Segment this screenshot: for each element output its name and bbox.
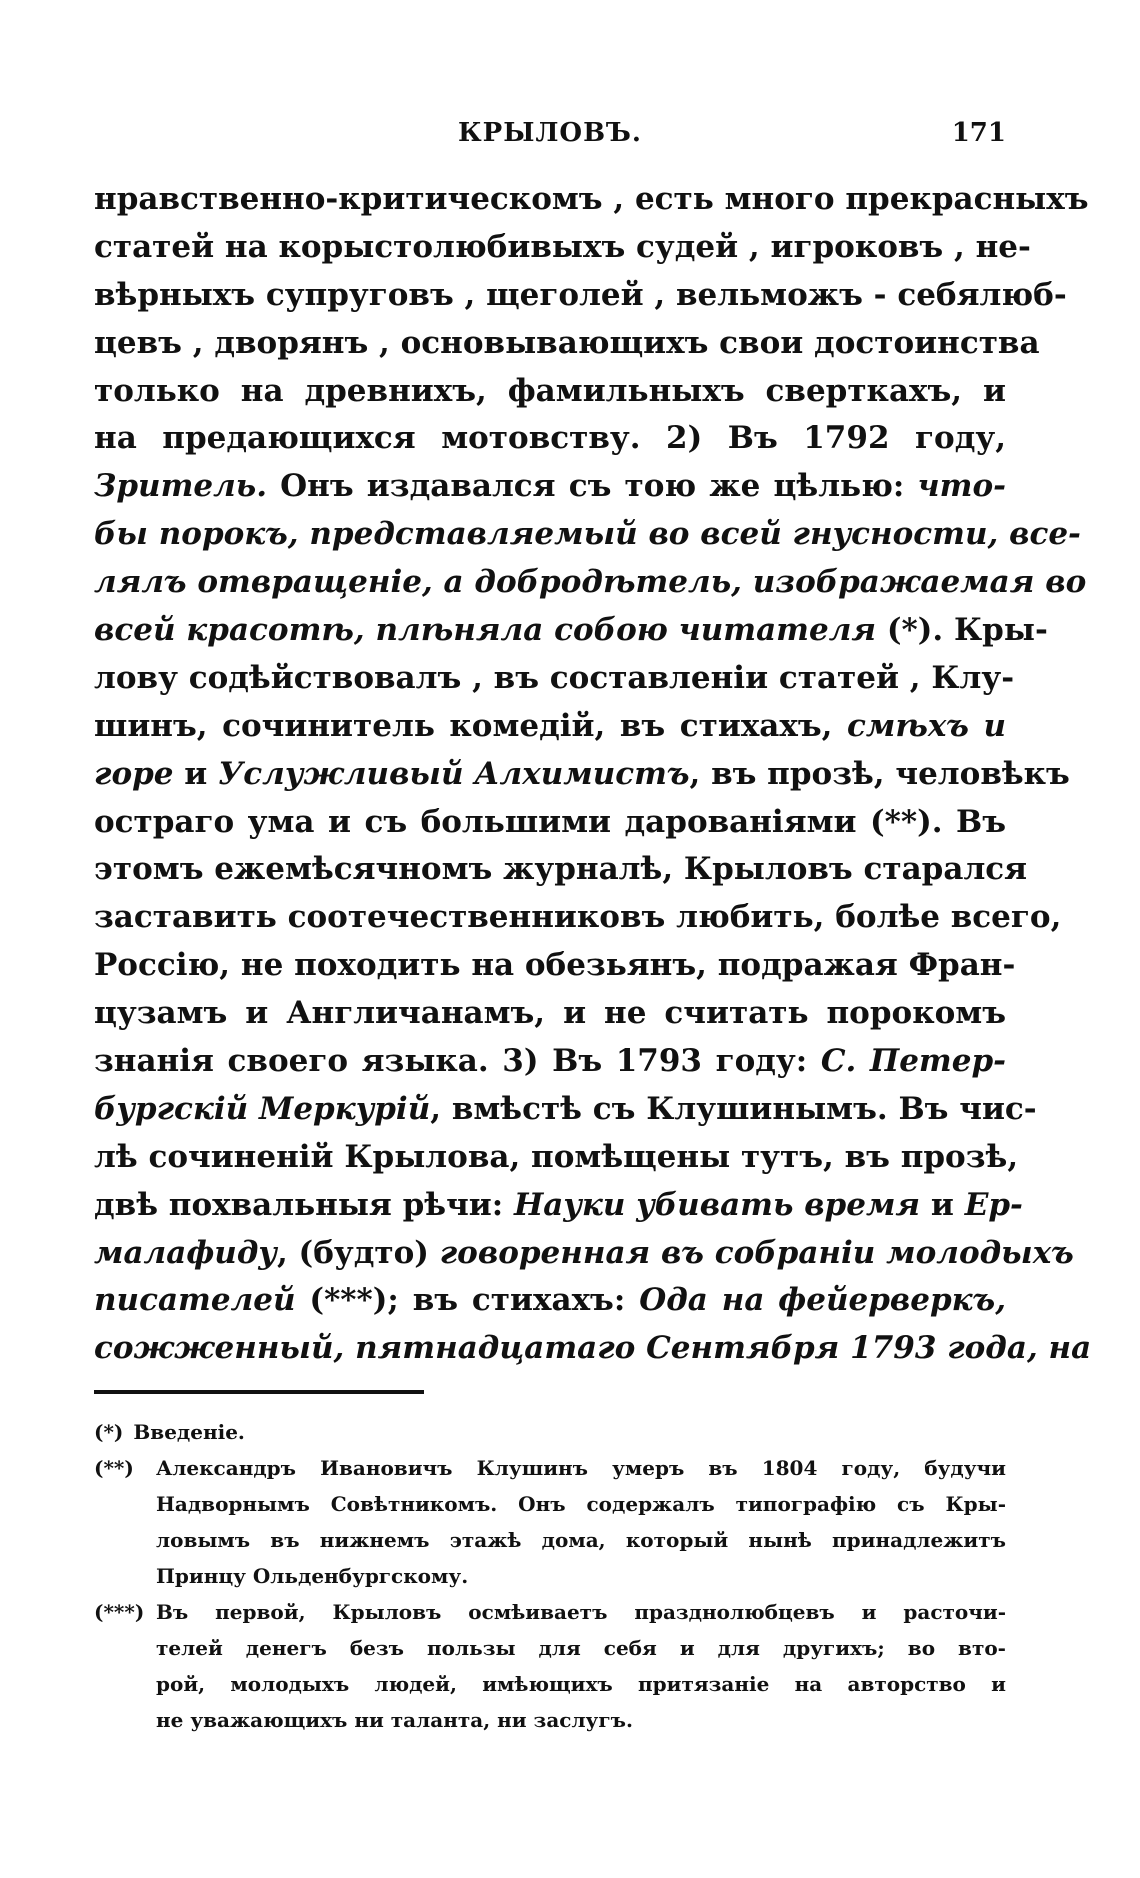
footnote-line: ловымъ въ нижнемъ этажѣ дома, который нынѣ принадлежитъ [156, 1528, 1006, 1552]
text-line [94, 1325, 1092, 1373]
text-line [94, 1182, 1023, 1230]
footnote-line: Принцу Ольденбургскому. [156, 1564, 469, 1588]
text-line [94, 272, 1067, 320]
text-line [94, 176, 1089, 224]
text-segment: нравственно-критическомъ , есть много прекрасныхъ [94, 181, 1089, 217]
running-title: КРЫЛОВЪ. [458, 118, 642, 148]
text-segment: остраго ума и съ большими дарованіями (**). Въ [94, 803, 1006, 840]
text-line [94, 463, 1006, 511]
text-line [94, 942, 1016, 990]
text-line [94, 320, 1040, 368]
italic-text-segment: всей красотѣ, плѣняла собою читателя [94, 612, 877, 649]
text-segment: (***); въ стихахъ: [295, 1282, 640, 1319]
text-segment: на предающихся мотовству. 2) Въ 1792 году, [94, 420, 1006, 457]
italic-text-segment: бургскій Меркурій [94, 1090, 431, 1127]
text-line [94, 894, 1062, 942]
text-segment: только на древнихъ, фамильныхъ сверткахъ, и [94, 372, 1006, 409]
footnote-mark: (*) [94, 1420, 124, 1444]
italic-text-segment: бы порокъ, представляемый во всей гнусности, все- [94, 516, 1081, 553]
text-segment: (*). Кры- [876, 612, 1048, 649]
text-line [94, 1038, 1006, 1086]
text-line [94, 799, 1006, 847]
text-segment: вѣрныхъ супруговъ , щеголей , вельможъ - себялюб- [94, 276, 1067, 313]
text-segment: Россію, не походить на обезьянъ, подражая Фран- [94, 947, 1016, 984]
text-segment: и [920, 1186, 965, 1223]
text-line [94, 511, 1081, 559]
text-line [94, 415, 1006, 463]
text-segment: лѣ сочиненій Крылова, помѣщены тутъ, въ прозѣ, [94, 1138, 1019, 1175]
italic-text-segment: Зритель. [94, 468, 268, 505]
text-segment: этомъ ежемѣсячномъ журналѣ, Крыловъ старался [94, 851, 1028, 888]
italic-text-segment: горе [94, 755, 174, 792]
footnote-line: телей денегъ безъ пользы для себя и для другихъ; во вто- [156, 1636, 1006, 1660]
footnotes [94, 1414, 1006, 1738]
text-line [94, 846, 1028, 894]
text-line [94, 1086, 1037, 1134]
italic-text-segment: Услужливый Алхимистъ [218, 755, 690, 792]
text-line [94, 559, 1087, 607]
footnote-mark: (**) [94, 1456, 134, 1480]
text-segment: цузамъ и Англичанамъ, и не считать порокомъ [94, 995, 1006, 1032]
italic-text-segment: Ер- [964, 1186, 1023, 1223]
running-header [94, 118, 1006, 158]
footnote-separator [94, 1390, 424, 1394]
text-line [94, 224, 1031, 272]
italic-text-segment: что- [917, 468, 1006, 505]
footnote-line: Введеніе. [133, 1420, 245, 1444]
text-segment: цевъ , дворянъ , основывающихъ свои достоинства [94, 324, 1040, 361]
text-line [94, 655, 1015, 703]
text-line [94, 1277, 1006, 1325]
italic-text-segment: лялъ отвращеніе, а добродѣтель, изображаемая во [94, 564, 1087, 601]
text-line [94, 607, 1048, 655]
text-line [94, 368, 1006, 416]
italic-text-segment: Науки убивать время [514, 1186, 921, 1223]
text-line [94, 1134, 1019, 1182]
text-segment: двѣ похвальныя рѣчи: [94, 1186, 515, 1223]
italic-text-segment: сожженный, пятнадцатаго Сентября 1793 года, на [94, 1330, 1092, 1367]
italic-text-segment: Ода на фейерверкъ, [639, 1282, 1006, 1319]
footnote-mark: (***) [94, 1600, 145, 1624]
italic-text-segment: малафиду [94, 1234, 277, 1271]
text-segment: , въ прозѣ, человѣкъ [689, 755, 1070, 792]
page-number: 171 [951, 118, 1006, 148]
footnote-line: не уважающихъ ни таланта, ни заслугъ. [156, 1708, 633, 1732]
footnote [94, 1450, 1006, 1594]
text-segment: шинъ, сочинитель комедій, въ стихахъ, [94, 707, 847, 744]
main-text [94, 176, 1092, 1373]
footnote [94, 1594, 1006, 1738]
footnote-line: Въ первой, Крыловъ осмѣиваетъ празднолюбцевъ и расточи- [156, 1600, 1006, 1624]
text-line [94, 703, 1006, 751]
footnote-line: Надворнымъ Совѣтникомъ. Онъ содержалъ типографію съ Кры- [156, 1492, 1006, 1516]
italic-text-segment: смѣхъ и [847, 707, 1006, 744]
text-line [94, 751, 1070, 799]
italic-text-segment: писателей [94, 1282, 296, 1319]
text-segment: заставить соотечественниковъ любить, болѣе всего, [94, 899, 1062, 936]
text-line [94, 1230, 1074, 1278]
footnote [94, 1414, 1006, 1450]
text-line [94, 990, 1006, 1038]
text-segment: статей на корыстолюбивыхъ судей , игроковъ , не- [94, 228, 1031, 265]
footnote-line: рой, молодыхъ людей, имѣющихъ притязаніе на авторство и [156, 1672, 1006, 1696]
text-segment: Онъ издавался съ тою же цѣлью: [267, 468, 918, 505]
footnote-line: Александръ Ивановичъ Клушинъ умеръ въ 1804 году, будучи [156, 1456, 1006, 1480]
text-segment: знанія своего языка. 3) Въ 1793 году: [94, 1043, 821, 1080]
text-segment: и [173, 755, 219, 792]
italic-text-segment: С. Петер- [820, 1043, 1006, 1080]
text-segment: , вмѣстѣ съ Клушинымъ. Въ чис- [430, 1090, 1037, 1127]
text-segment: лову содѣйствовалъ , въ составленіи статей , Клу- [94, 659, 1015, 696]
text-segment: , (будто) [276, 1234, 440, 1271]
italic-text-segment: говоренная въ собраніи молодыхъ [439, 1234, 1074, 1271]
